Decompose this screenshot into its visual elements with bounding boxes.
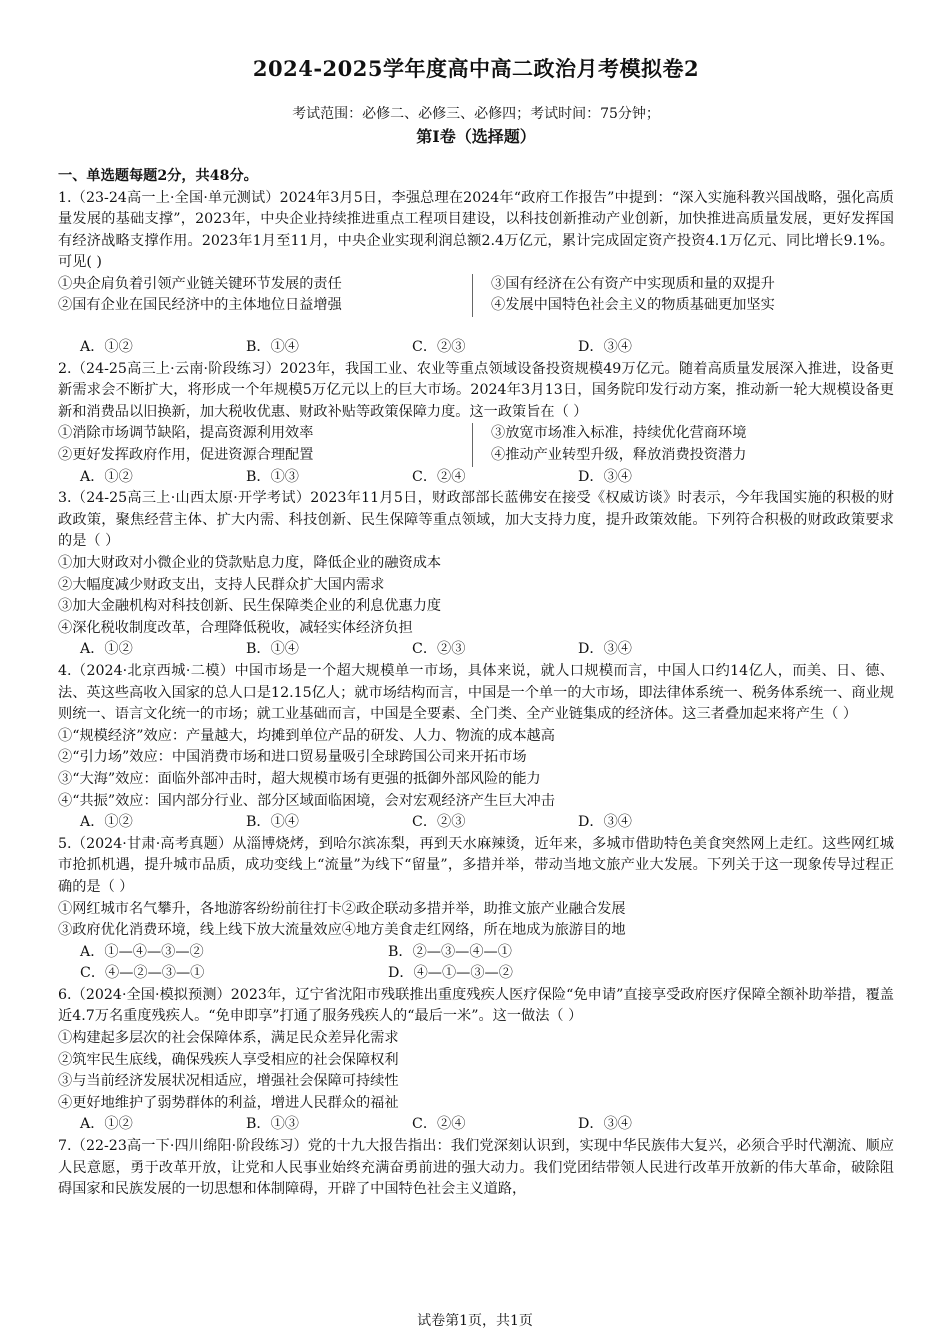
answer-choices (58, 337, 894, 359)
statement-1: ①央企肩负着引领产业链关键环节发展的责任 (58, 275, 342, 292)
choice-a[interactable]: A．①② (80, 1116, 133, 1133)
choice-c[interactable]: C．④—②—③—① (80, 965, 205, 982)
choice-a[interactable]: A．①② (80, 641, 133, 658)
choice-b[interactable]: B．①③ (246, 1116, 299, 1133)
statement-3: ③国有经济在公有资产中实现质和量的双提升 (491, 275, 775, 292)
question-6 (58, 985, 894, 1136)
answer-choices (58, 942, 894, 964)
choice-c[interactable]: C．②③ (412, 641, 466, 658)
statement-1: ①消除市场调节缺陷，提高资源利用效率 (58, 425, 314, 442)
statement-3: ③“大海”效应：面临外部冲击时，超大规模市场有更强的抵御外部风险的能力 (58, 770, 541, 787)
choice-d[interactable]: D．③④ (578, 468, 632, 485)
question-3 (58, 488, 894, 661)
statement-1: ①“规模经济”效应：产量越大，均摊到单位产品的研发、人力、物流的成本越高 (58, 727, 555, 744)
choice-d[interactable]: D．③④ (578, 641, 632, 658)
choice-b[interactable]: B．②—③—④—① (388, 943, 512, 960)
statement-3: ③加大金融机构对科技创新、民生保障类企业的利息优惠力度 (58, 598, 442, 615)
page-footer: 试卷第1页，共1页 (417, 1313, 533, 1329)
question-stem: 7.（22-23高一下·四川绵阳·阶段练习）党的十九大报告指出：我们党深刻认识到，实现中华民族伟大复兴，必须合乎时代潮流、顺应人民意愿，勇于改革开放，让党和人民事业始终充满奋勇前进的强大动力。我们党团结带领人民进行改革开放新的伟大革命，破除阻碍国家和民族发展的一切思想和体制障碍，开辟了中国特色社会主义道路， (58, 1138, 894, 1198)
choice-a[interactable]: A．①② (80, 339, 133, 356)
question-stem: 1.（23-24高一上·全国·单元测试）2024年3月5日，李强总理在2024年“政府工作报告”中提到：“深入实施科教兴国战略，强化高质量发展的基础支撑”，2023年，中央企业持续推进重点工程项目建设，以科技创新推动产业创新，加快推进高质量发展，更好发挥国有经济战略支撑作用。2023年1月至11月，中央企业实现利润总额2.4万亿元，累计完成固定资产投资4.1万亿元、同比增长9.1%。可见( ) (58, 189, 894, 271)
statement-4: ④发展中国特色社会主义的物质基础更加坚实 (491, 297, 775, 314)
choice-b[interactable]: B．①③ (246, 468, 299, 485)
choice-c[interactable]: C．②③ (412, 339, 466, 356)
statement-grid (58, 274, 894, 317)
question-7 (58, 1136, 894, 1201)
choice-a[interactable]: A．①—④—③—② (80, 943, 204, 960)
statement-1: ①构建起多层次的社会保障体系，满足民众差异化需求 (58, 1030, 399, 1047)
statement-3: ③放宽市场准入标准，持续优化营商环境 (491, 425, 747, 442)
exam-title: 2024-2025学年度高中高二政治月考模拟卷2 (252, 56, 700, 81)
choice-b[interactable]: B．①④ (246, 814, 299, 831)
statement-2: ②筑牢民生底线，确保残疾人享受相应的社会保障权利 (58, 1051, 399, 1068)
statement-4: ④推动产业转型升级，释放消费投资潜力 (491, 447, 747, 464)
answer-choices (58, 467, 894, 489)
exam-page (58, 54, 894, 1201)
choice-d[interactable]: D．③④ (578, 1116, 632, 1133)
answer-choices (58, 639, 894, 661)
answer-choices (58, 1114, 894, 1136)
choice-c[interactable]: C．②④ (412, 1116, 466, 1133)
choice-a[interactable]: A．①② (80, 814, 133, 831)
choice-c[interactable]: C．②④ (412, 468, 466, 485)
statement-3: ③与当前经济发展状况相适应，增强社会保障可持续性 (58, 1073, 399, 1090)
statement-4: ④深化税收制度改革，合理降低税收，减轻实体经济负担 (58, 619, 413, 636)
question-stem: 3.（24-25高三上·山西太原·开学考试）2023年11月5日，财政部部长蓝佛安在接受《权威访谈》时表示，今年我国实施的积极的财政政策，聚焦经营主体、扩大内需、科技创新、民生保障等重点领域，加大支持力度，提升政策效能。下列符合积极的财政政策要求的是（ ） (58, 490, 894, 550)
question-stem: 6.（2024·全国·模拟预测）2023年，辽宁省沈阳市残联推出重度残疾人医疗保险“免申请”直接享受政府医疗保障全额补助举措，覆盖近4.7万名重度残疾人。“免申即享”打通了服务残疾人的“最后一米”。这一做法（ ） (58, 986, 894, 1025)
question-stem: 5.（2024·甘肃·高考真题）从淄博烧烤，到哈尔滨冻梨，再到天水麻辣烫，近年来，多城市借助特色美食突然网上走红。这些网红城市抢抓机遇，提升城市品质，成功变线上“流量”为线下“留量”，多措并举，带动当地文旅产业大发展。下列关于这一现象传导过程正确的是（ ） (58, 835, 894, 895)
statement-line-2: ③政府优化消费环境，线上线下放大流量效应④地方美食走红网络，所在地成为旅游目的地 (58, 922, 626, 939)
statement-2: ②国有企业在国民经济中的主体地位日益增强 (58, 297, 342, 314)
question-1 (58, 188, 894, 359)
statement-2: ②更好发挥政府作用，促进资源合理配置 (58, 447, 314, 464)
statement-4: ④更好地维护了弱势群体的利益，增进人民群众的福祉 (58, 1094, 399, 1111)
answer-choices (58, 963, 894, 985)
statement-line-1: ①网红城市名气攀升，各地游客纷纷前往打卡②政企联动多措并举，助推文旅产业融合发展 (58, 900, 626, 917)
choice-c[interactable]: C．②③ (412, 814, 466, 831)
statement-1: ①加大财政对小微企业的贷款贴息力度，降低企业的融资成本 (58, 555, 442, 571)
choice-d[interactable]: D．③④ (578, 339, 632, 356)
answer-choices (58, 812, 894, 834)
part-title: 第Ⅰ卷（选择题） (416, 127, 536, 146)
question-stem: 4.（2024·北京西城·二模）中国市场是一个超大规模单一市场，具体来说，就人口规模而言，中国人口约14亿人，而美、日、德、法、英这些高收入国家的总人口是12.15亿人；就市场结构而言，中国是一个单一的大市场，即法律体系统一、税务体系统一、商业规则统一、语言文化统一的市场；就工业基础而言，中国是全要素、全门类、全产业链集成的经济体。这三者叠加起来将产生（ ） (58, 662, 894, 723)
question-2 (58, 359, 894, 489)
choice-b[interactable]: B．①④ (246, 641, 299, 658)
choice-a[interactable]: A．①② (80, 468, 133, 485)
choice-d[interactable]: D．③④ (578, 814, 632, 831)
choice-b[interactable]: B．①④ (246, 339, 299, 356)
question-stem: 2.（24-25高三上·云南·阶段练习）2023年，我国工业、农业等重点领域设备投资规模49万亿元。随着高质量发展深入推进，设备更新需求会不断扩大，将形成一个年规模5万亿元以上的巨大市场。2024年3月13日，国务院印发行动方案，推动新一轮大规模设备更新和消费品以旧换新，加大税收优惠、财政补贴等政策保障力度。这一政策旨在（ ） (58, 360, 894, 420)
question-5 (58, 834, 894, 985)
statement-2: ②“引力场”效应：中国消费市场和进口贸易量吸引全球跨国公司来开拓市场 (58, 749, 527, 766)
choice-d[interactable]: D．④—①—③—② (388, 965, 513, 982)
exam-info: 考试范围：必修二、必修三、必修四；考试时间：75分钟； (292, 106, 660, 122)
statement-4: ④“共振”效应：国内部分行业、部分区域面临困境，会对宏观经济产生巨大冲击 (58, 792, 555, 809)
question-4 (58, 661, 894, 834)
statement-2: ②大幅度减少财政支出，支持人民群众扩大国内需求 (58, 576, 385, 593)
section-heading: 一、单选题每题2分，共48分。 (58, 168, 258, 184)
statement-grid (58, 423, 894, 466)
